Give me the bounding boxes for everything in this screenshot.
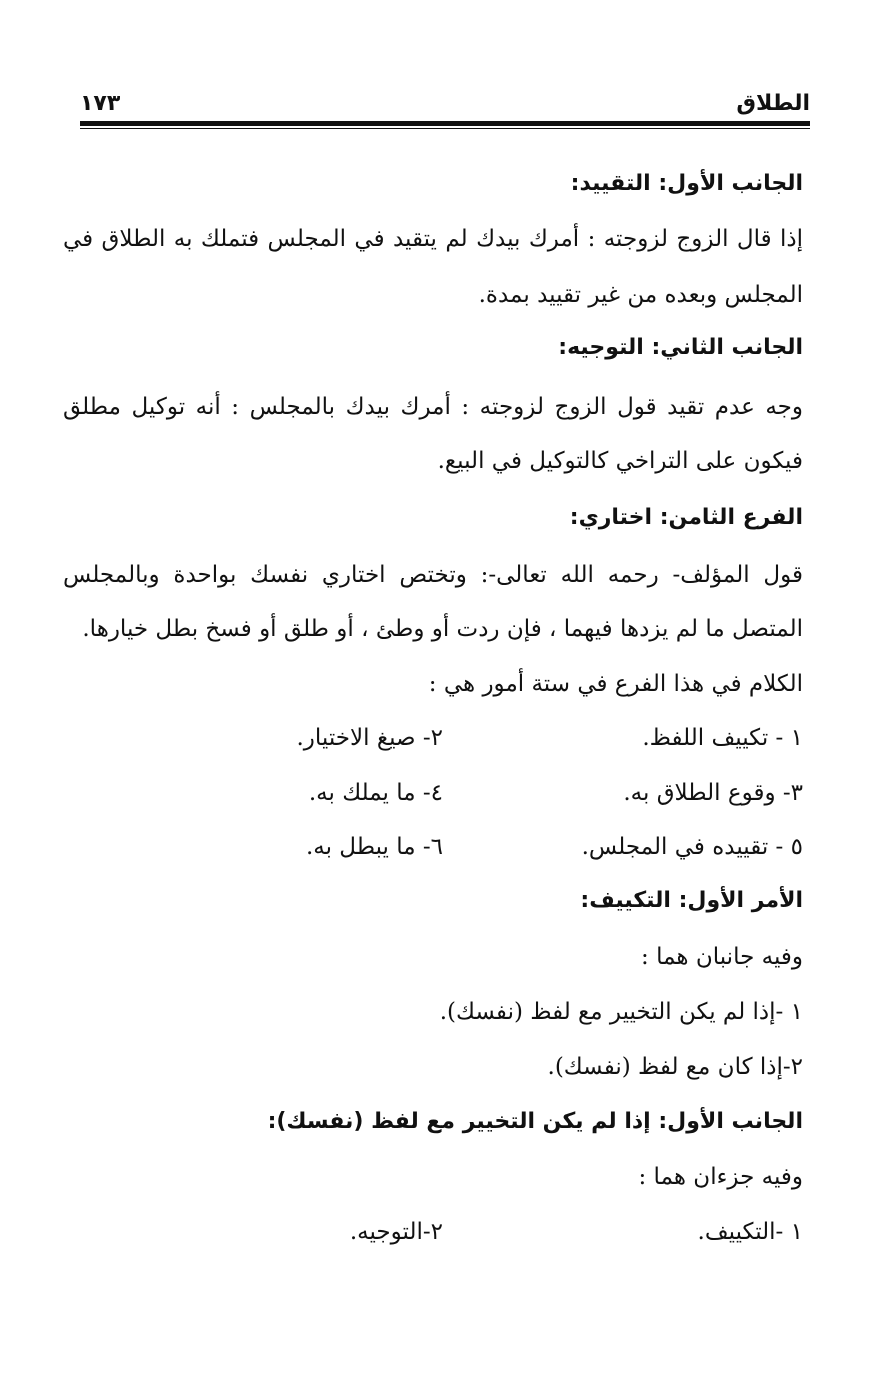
list-item: ٢-إذا كان مع لفظ (نفسك). [547, 1054, 803, 1080]
list-item: ٢- صيغ الاختيار. [296, 725, 443, 751]
running-header [80, 90, 810, 124]
list-item: ١ -إذا لم يكن التخيير مع لفظ (نفسك). [439, 999, 803, 1025]
list-item: ٦- ما يبطل به. [305, 834, 443, 860]
paragraph-line: فيكون على التراخي كالتوكيل في البيع. [437, 448, 803, 474]
section-heading-side1: الجانب الأول: إذا لم يكن التخيير مع لفظ (نفسك): [267, 1109, 803, 1134]
list-item: ٤- ما يملك به. [308, 780, 443, 806]
list-intro: وفيه جزءان هما : [638, 1164, 803, 1190]
list-item: ٢-التوجيه. [349, 1219, 443, 1245]
list-item: ١ - تكييف اللفظ. [642, 725, 803, 751]
quote-line: المتصل ما لم يزدها فيهما ، فإن ردت أو وطئ ، أو طلق أو فسخ بطل خيارها. [82, 616, 803, 642]
page-number: ١٧٣ [80, 91, 121, 116]
list-item: ٣- وقوع الطلاق به. [623, 780, 803, 806]
list-intro: الكلام في هذا الفرع في ستة أمور هي : [428, 671, 803, 697]
list-intro: وفيه جانبان هما : [641, 944, 803, 970]
quote-line: قول المؤلف- رحمه الله تعالى-: وتختص اختاري نفسك بواحدة وبالمجلس [63, 562, 803, 588]
list-item: ١ -التكييف. [697, 1219, 803, 1245]
chapter-title: الطلاق [736, 91, 810, 116]
header-rule-thick [80, 121, 810, 126]
section-heading-restriction: الجانب الأول: التقييد: [570, 171, 803, 196]
paragraph-line: إذا قال الزوج لزوجته : أمرك بيدك لم يتقيد في المجلس فتملك به الطلاق في [63, 226, 803, 252]
header-rule-thin [80, 128, 810, 129]
paragraph-line: المجلس وبعده من غير تقييد بمدة. [478, 282, 803, 308]
branch-heading: الفرع الثامن: اختاري: [569, 505, 803, 530]
list-item: ٥ - تقييده في المجلس. [581, 834, 803, 860]
section-heading-justification: الجانب الثاني: التوجيه: [558, 335, 803, 360]
paragraph-line: وجه عدم تقيد قول الزوج لزوجته : أمرك بيدك بالمجلس : أنه توكيل مطلق [63, 394, 803, 420]
matter-heading: الأمر الأول: التكييف: [580, 888, 803, 913]
